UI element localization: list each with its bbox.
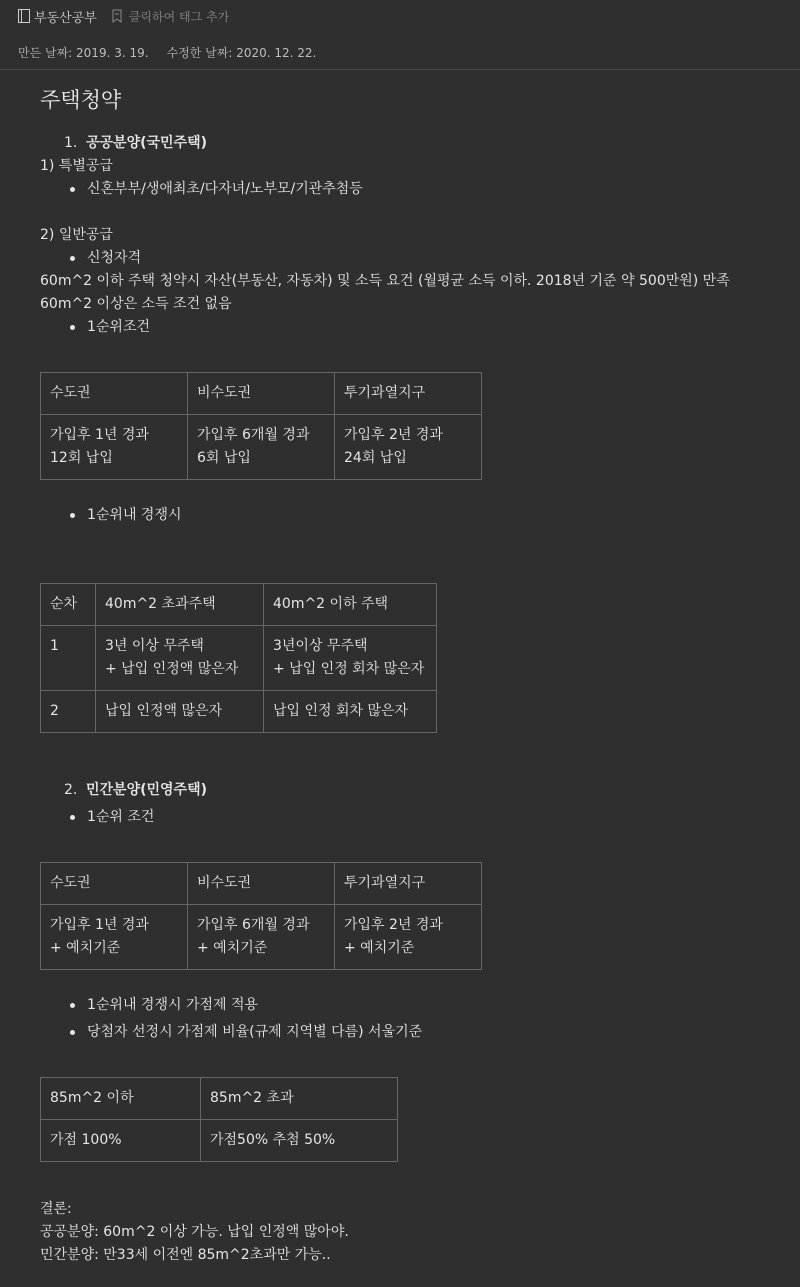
- table-header-row: [41, 1078, 398, 1120]
- table-cell: 비수도권: [188, 863, 335, 905]
- section-heading: 공공분양(국민주택): [86, 135, 207, 151]
- notebook-name: 부동산공부: [34, 10, 97, 26]
- list-item: [70, 1021, 780, 1044]
- note-body[interactable]: [40, 80, 780, 1267]
- paragraph: 1) 특별공급: [40, 158, 113, 174]
- table-row: [41, 691, 437, 733]
- list-item-text: 신청자격: [87, 250, 142, 266]
- table-first-rank-public: [40, 372, 482, 480]
- table-cell: 1: [41, 626, 96, 691]
- table-point-ratio: [40, 1077, 398, 1162]
- table-row: [41, 1120, 398, 1162]
- paragraph: 민간분양: 만33세 이전엔 85m^2초과만 가능..: [40, 1247, 331, 1263]
- table-cell: 납입 인정 회차 많은자: [264, 691, 437, 733]
- section-number: 2.: [64, 782, 78, 798]
- list-item-text: 1순위내 경쟁시: [87, 507, 182, 523]
- table-competition-public: [40, 583, 437, 733]
- table-cell: 수도권: [41, 863, 188, 905]
- paragraph: 결론:: [40, 1201, 72, 1217]
- created-date: 만든 날짜: 2019. 3. 19.: [18, 45, 149, 60]
- table-cell: 비수도권: [188, 373, 335, 415]
- section-public: [40, 132, 780, 155]
- table-header-row: [41, 584, 437, 626]
- paragraph: 2) 일반공급: [40, 227, 113, 243]
- list-item-text: 신혼부부/생애최초/다자녀/노부모/기관추첨등: [87, 181, 363, 197]
- list-item: [70, 504, 780, 527]
- header-divider: [0, 69, 800, 70]
- table-cell: 가점 100%: [41, 1120, 201, 1162]
- bullet-dot: [70, 1003, 75, 1008]
- bullet-dot: [70, 815, 75, 820]
- bullet-dot: [70, 325, 75, 330]
- table-row: [41, 415, 482, 480]
- section-number: 1.: [64, 135, 78, 151]
- table-first-rank-private: [40, 862, 482, 970]
- list-item: [70, 247, 780, 270]
- table-header-row: [41, 863, 482, 905]
- paragraph: 60m^2 이상은 소득 조건 없음: [40, 296, 232, 312]
- add-tag-label: 클릭하여 태그 추가: [128, 9, 230, 24]
- table-cell: 순차: [41, 584, 96, 626]
- section-heading: 민간분양(민영주택): [86, 782, 207, 798]
- table-cell: 가입후 2년 경과 + 예치기준: [335, 905, 482, 970]
- list-item: [70, 994, 780, 1017]
- table-cell: 가점50% 추첨 50%: [201, 1120, 398, 1162]
- list-item-text: 1순위조건: [87, 319, 151, 335]
- table-cell: 3년이상 무주택 + 납입 인정 회차 많은자: [264, 626, 437, 691]
- table-cell: 3년 이상 무주택 + 납입 인정액 많은자: [96, 626, 264, 691]
- table-cell: 투기과열지구: [335, 863, 482, 905]
- table-cell: 가입후 6개월 경과 6회 납입: [188, 415, 335, 480]
- note-title[interactable]: 주택청약: [40, 88, 122, 112]
- note-header-bar: [0, 0, 800, 32]
- list-item: [70, 316, 780, 339]
- table-cell: 가입후 1년 경과 12회 납입: [41, 415, 188, 480]
- list-item-text: 1순위내 경쟁시 가점제 적용: [87, 997, 259, 1013]
- table-cell: 85m^2 초과: [201, 1078, 398, 1120]
- table-cell: 2: [41, 691, 96, 733]
- paragraph: 공공분양: 60m^2 이상 가능. 납입 인정액 많아야.: [40, 1224, 349, 1240]
- paragraph: 60m^2 이하 주택 청약시 자산(부동산, 자동차) 및 소득 요건 (월평균 소득 이하. 2018년 기준 약 500만원) 만족: [40, 273, 730, 289]
- modified-date: 수정한 날짜: 2020. 12. 22.: [166, 45, 317, 60]
- table-row: [41, 626, 437, 691]
- bullet-dot: [70, 256, 75, 261]
- bullet-dot: [70, 187, 75, 192]
- add-tag-button[interactable]: [111, 8, 229, 25]
- notebook-selector[interactable]: [18, 7, 97, 26]
- table-cell: 수도권: [41, 373, 188, 415]
- table-header-row: [41, 373, 482, 415]
- list-item-text: 당첨자 선정시 가점제 비율(규제 지역별 다름) 서울기준: [87, 1024, 423, 1040]
- table-cell: 40m^2 이하 주택: [264, 584, 437, 626]
- tag-icon: [111, 9, 123, 23]
- table-cell: 가입후 1년 경과 + 예치기준: [41, 905, 188, 970]
- table-cell: 85m^2 이하: [41, 1078, 201, 1120]
- list-item: [70, 806, 780, 829]
- section-private: [40, 779, 780, 802]
- table-cell: 투기과열지구: [335, 373, 482, 415]
- bullet-dot: [70, 1030, 75, 1035]
- table-cell: 40m^2 초과주택: [96, 584, 264, 626]
- list-item: [70, 178, 780, 201]
- table-cell: 가입후 2년 경과 24회 납입: [335, 415, 482, 480]
- bullet-dot: [70, 513, 75, 518]
- table-row: [41, 905, 482, 970]
- note-metadata: [0, 38, 800, 66]
- table-cell: 납입 인정액 많은자: [96, 691, 264, 733]
- list-item-text: 1순위 조건: [87, 809, 155, 825]
- notebook-icon: [18, 9, 30, 23]
- table-cell: 가입후 6개월 경과 + 예치기준: [188, 905, 335, 970]
